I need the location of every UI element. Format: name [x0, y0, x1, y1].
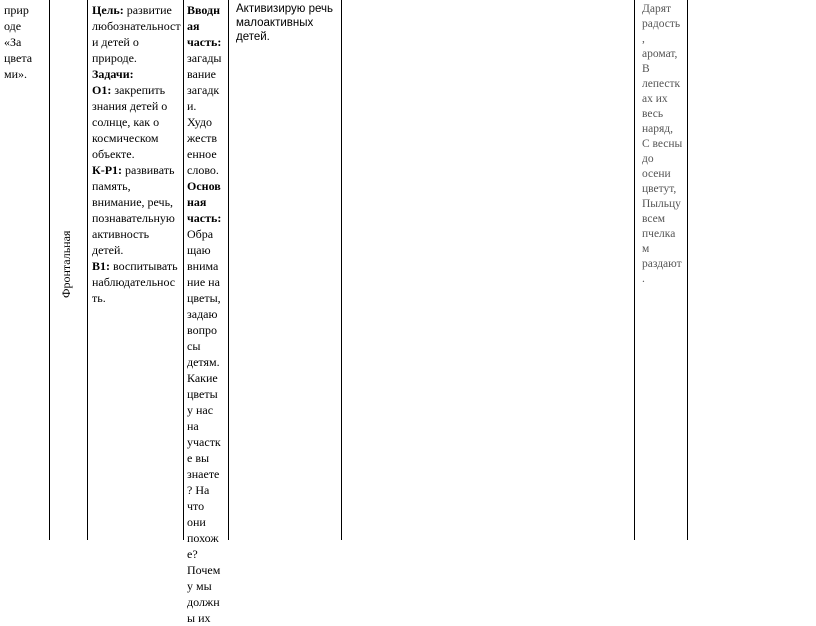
v1-line: ть.: [92, 291, 106, 305]
goal-line: любознательност: [92, 19, 181, 33]
individual-work-text: [229, 0, 341, 44]
intro-line: вание: [187, 67, 217, 81]
poem-line: осени: [642, 168, 671, 180]
intro-line: слово.: [187, 163, 219, 177]
main-line: внима: [187, 259, 219, 273]
intro-line: загадк: [187, 83, 220, 97]
kr1-label: К-Р1:: [92, 163, 123, 177]
main-line: участк: [187, 435, 221, 449]
poem-line: В: [642, 63, 650, 75]
intro-label-line: ая: [187, 19, 200, 33]
individual-line: малоактивных: [236, 17, 314, 29]
v1-text: воспитывать: [110, 259, 178, 273]
poem-line: всем: [642, 213, 665, 225]
kr1-text: развивать: [122, 163, 175, 177]
topic-line: «За: [4, 35, 22, 49]
v1-label: В1:: [92, 259, 110, 273]
main-line: они: [187, 515, 206, 529]
kr1-line: внимание, речь,: [92, 195, 174, 209]
content-column: [184, 0, 229, 625]
kr1-line: активность: [92, 227, 150, 241]
main-line: Обра: [187, 227, 214, 241]
topic-line: оде: [4, 19, 22, 33]
main-label-line: часть:: [187, 211, 222, 225]
o1-line: объекте.: [92, 147, 135, 161]
poem-line: лепестк: [642, 78, 681, 90]
topic-column: [0, 0, 50, 540]
topic-line: прир: [4, 3, 29, 17]
o1-line: космическом: [92, 131, 159, 145]
intro-line: и.: [187, 99, 197, 113]
topic-text: [0, 0, 49, 82]
v1-line: наблюдательнос: [92, 275, 176, 289]
poem-line: наряд,: [642, 123, 674, 135]
content-text: [184, 0, 228, 626]
goal-label: Цель:: [92, 3, 124, 17]
o1-line: солнце, как о: [92, 115, 160, 129]
poem-line: цветут,: [642, 183, 677, 195]
individual-work-column: [229, 0, 342, 540]
poem-line: аромат,: [642, 48, 678, 60]
intro-line: загады: [187, 51, 222, 65]
main-line: знаете: [187, 467, 220, 481]
main-line: похож: [187, 531, 219, 545]
o1-line: знания детей о: [92, 99, 168, 113]
individual-line: детей.: [236, 31, 270, 43]
topic-line: ми».: [4, 67, 28, 81]
main-line: у мы: [187, 579, 212, 593]
main-line: е?: [187, 547, 198, 561]
form-vertical-label: Фронтальная: [59, 230, 73, 298]
poem-line: пчелка: [642, 228, 676, 240]
main-line: должн: [187, 595, 220, 609]
main-line: у нас: [187, 403, 214, 417]
form-column: [50, 0, 88, 540]
main-line: е вы: [187, 451, 210, 465]
poem-line: весь: [642, 108, 664, 120]
o1-text: закрепить: [111, 83, 166, 97]
poem-text: [635, 0, 687, 287]
poem-column: [635, 0, 688, 540]
poem-line: до: [642, 153, 654, 165]
tasks-label: Задачи:: [92, 67, 134, 81]
topic-line: цвета: [4, 51, 33, 65]
main-line: цветы,: [187, 291, 221, 305]
poem-line: м: [642, 243, 650, 255]
goals-text: [88, 0, 183, 306]
poem-line: ах их: [642, 93, 668, 105]
main-line: ? На: [187, 483, 210, 497]
poem-line: .: [642, 273, 645, 285]
main-line: ы их: [187, 611, 211, 625]
poem-line: Пыльцу: [642, 198, 681, 210]
main-line: задаю: [187, 307, 218, 321]
main-line: щаю: [187, 243, 211, 257]
main-line: цветы: [187, 387, 218, 401]
poem-line: ,: [642, 33, 645, 45]
intro-line: жеств: [187, 131, 217, 145]
o1-label: О1:: [92, 83, 112, 97]
kr1-line: память,: [92, 179, 131, 193]
main-line: что: [187, 499, 205, 513]
empty-last-column: [688, 0, 816, 540]
goal-text: развитие: [123, 3, 172, 17]
main-line: ние на: [187, 275, 220, 289]
poem-line: Дарят: [642, 3, 672, 15]
goal-line: природе.: [92, 51, 137, 65]
main-line: детям.: [187, 355, 220, 369]
main-line: Какие: [187, 371, 218, 385]
intro-label-line: часть:: [187, 35, 222, 49]
intro-label-line: Вводн: [187, 3, 221, 17]
goal-line: и детей о: [92, 35, 139, 49]
main-label-line: Основ: [187, 179, 221, 193]
main-line: на: [187, 419, 199, 433]
main-line: сы: [187, 339, 201, 353]
poem-line: радость: [642, 18, 681, 30]
intro-line: Худо: [187, 115, 212, 129]
individual-line: Активизирую речь: [236, 3, 333, 15]
main-label-line: ная: [187, 195, 207, 209]
poem-line: раздают: [642, 258, 682, 270]
empty-column: [342, 0, 635, 540]
kr1-line: познавательную: [92, 211, 175, 225]
kr1-line: детей.: [92, 243, 124, 257]
poem-line: С весны: [642, 138, 683, 150]
intro-line: енное: [187, 147, 217, 161]
main-line: вопро: [187, 323, 218, 337]
main-line: Почем: [187, 563, 221, 577]
goals-column: [88, 0, 184, 540]
